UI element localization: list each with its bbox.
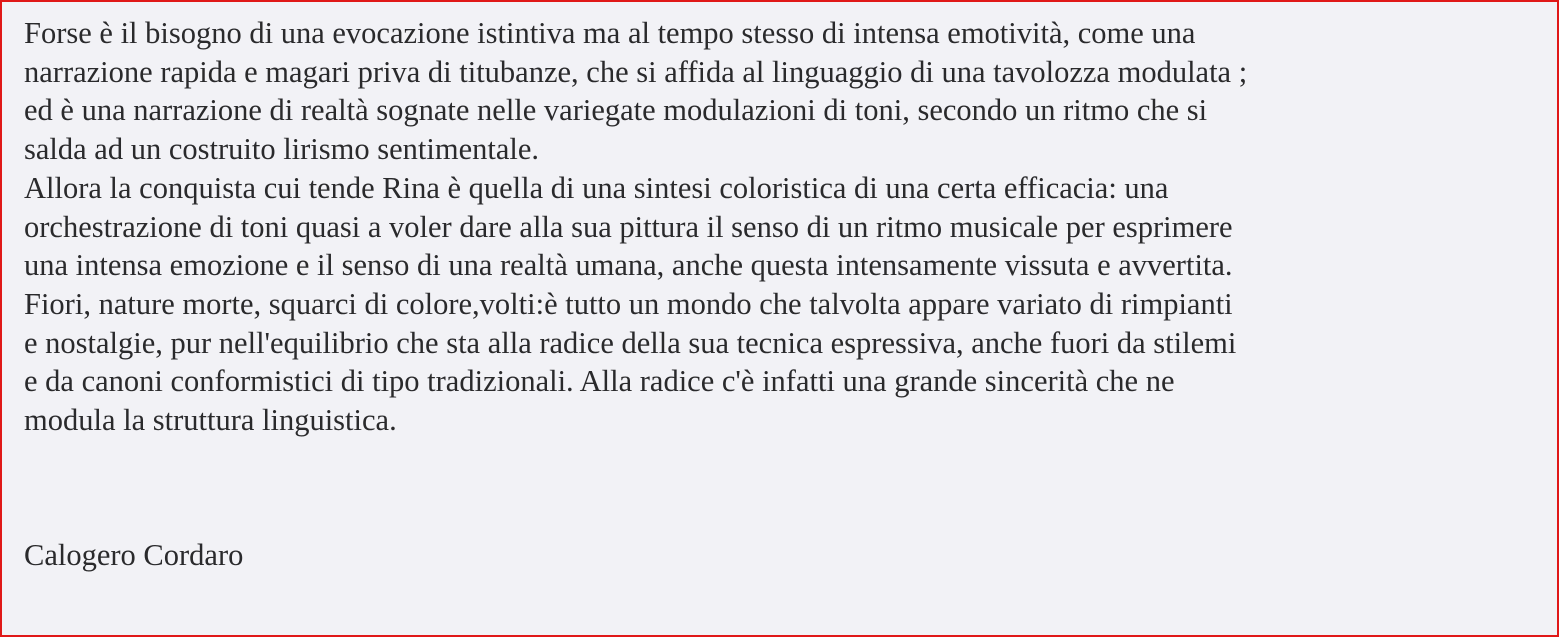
text-line: narrazione rapida e magari priva di titubanze, che si affida al linguaggio di una tavolozza modulata ; bbox=[24, 54, 1248, 89]
author-signature: Calogero Cordaro bbox=[24, 538, 244, 572]
text-line: salda ad un costruito lirismo sentimentale. bbox=[24, 132, 540, 167]
text-line: Allora la conquista cui tende Rina è quella di una sintesi coloristica di una certa efficacia: una bbox=[24, 170, 1169, 205]
text-line: modula la struttura linguistica. bbox=[24, 403, 397, 438]
text-line: ed è una narrazione di realtà sognate nelle variegate modulazioni di toni, secondo un ritmo che si bbox=[24, 93, 1208, 128]
text-line: orchestrazione di toni quasi a voler dare alla sua pittura il senso di un ritmo musicale per esprimere bbox=[24, 209, 1233, 244]
text-line: e nostalgie, pur nell'equilibrio che sta alla radice della sua tecnica espressiva, anche fuori da stilemi bbox=[24, 325, 1237, 360]
text-line: una intensa emozione e il senso di una realtà umana, anche questa intensamente vissuta e avvertita. bbox=[24, 248, 1233, 283]
text-line: Fiori, nature morte, squarci di colore,volti:è tutto un mondo che talvolta appare variato di rimpianti bbox=[24, 286, 1233, 321]
body-text bbox=[24, 14, 1549, 440]
text-line: Forse è il bisogno di una evocazione istintiva ma al tempo stesso di intensa emotività, come una bbox=[24, 16, 1196, 50]
text-line: e da canoni conformistici di tipo tradizionali. Alla radice c'è infatti una grande sincerità che ne bbox=[24, 364, 1175, 399]
